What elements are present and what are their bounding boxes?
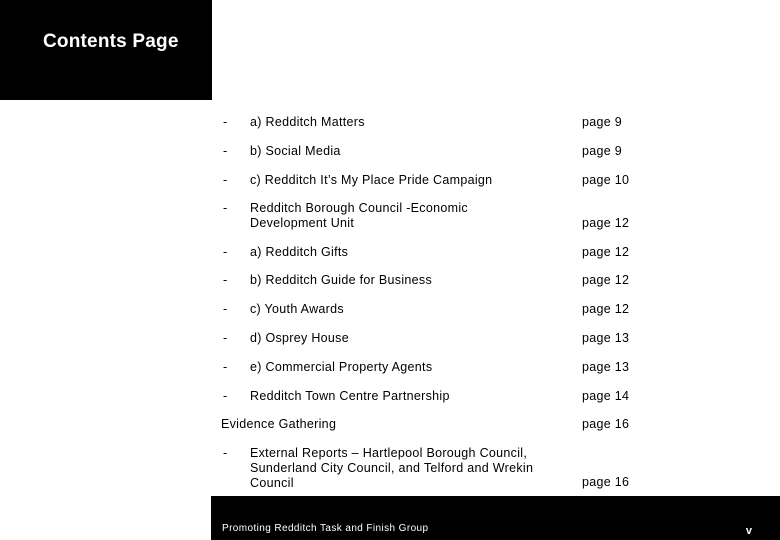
toc-bullet: - — [223, 245, 228, 259]
toc-page: page 12 — [582, 216, 630, 230]
toc-page: page 16 — [582, 475, 630, 489]
toc-bullet: - — [223, 173, 228, 187]
toc-bullet: - — [223, 144, 228, 158]
toc-label: b) Social Media — [250, 144, 341, 158]
toc-label: e) Commercial Property Agents — [250, 360, 433, 374]
toc-page: page 9 — [582, 144, 623, 158]
toc-bullet: - — [223, 115, 228, 129]
page-title: Contents Page — [43, 31, 179, 52]
toc-label: d) Osprey House — [250, 331, 349, 345]
toc-label: Redditch Town Centre Partnership — [250, 389, 450, 403]
toc-bullet: - — [223, 446, 228, 460]
toc-page: page 13 — [582, 360, 630, 374]
toc-page: page 12 — [582, 302, 630, 316]
toc-label: c) Youth Awards — [250, 302, 344, 316]
footer-text: Promoting Redditch Task and Finish Group — [222, 523, 429, 534]
toc-bullet: - — [223, 389, 228, 403]
toc-page: page 10 — [582, 173, 630, 187]
toc-page: page 14 — [582, 389, 630, 403]
toc-page: page 13 — [582, 331, 630, 345]
toc-section-label: Evidence Gathering — [221, 417, 337, 431]
toc-bullet: - — [223, 302, 228, 316]
toc-page: page 12 — [582, 245, 630, 259]
footer-page-number: v — [745, 525, 752, 537]
toc-label: Redditch Borough Council -Economic Development Unit — [250, 201, 468, 230]
toc-bullet: - — [223, 331, 228, 345]
toc-label: b) Redditch Guide for Business — [250, 273, 433, 287]
toc-label: a) Redditch Gifts — [250, 245, 349, 259]
toc-bullet: - — [223, 360, 228, 374]
toc-label: a) Redditch Matters — [250, 115, 365, 129]
toc-bullet: - — [223, 201, 228, 215]
toc-page: page 12 — [582, 273, 630, 287]
footer-bar — [211, 496, 780, 540]
toc-label: c) Redditch It’s My Place Pride Campaign — [250, 173, 493, 187]
toc-page: page 16 — [582, 417, 630, 431]
toc-label: External Reports – Hartlepool Borough Council, Sunderland City Council, and Telford and Wrekin Council — [250, 446, 534, 490]
toc-bullet: - — [223, 273, 228, 287]
toc-page: page 9 — [582, 115, 623, 129]
